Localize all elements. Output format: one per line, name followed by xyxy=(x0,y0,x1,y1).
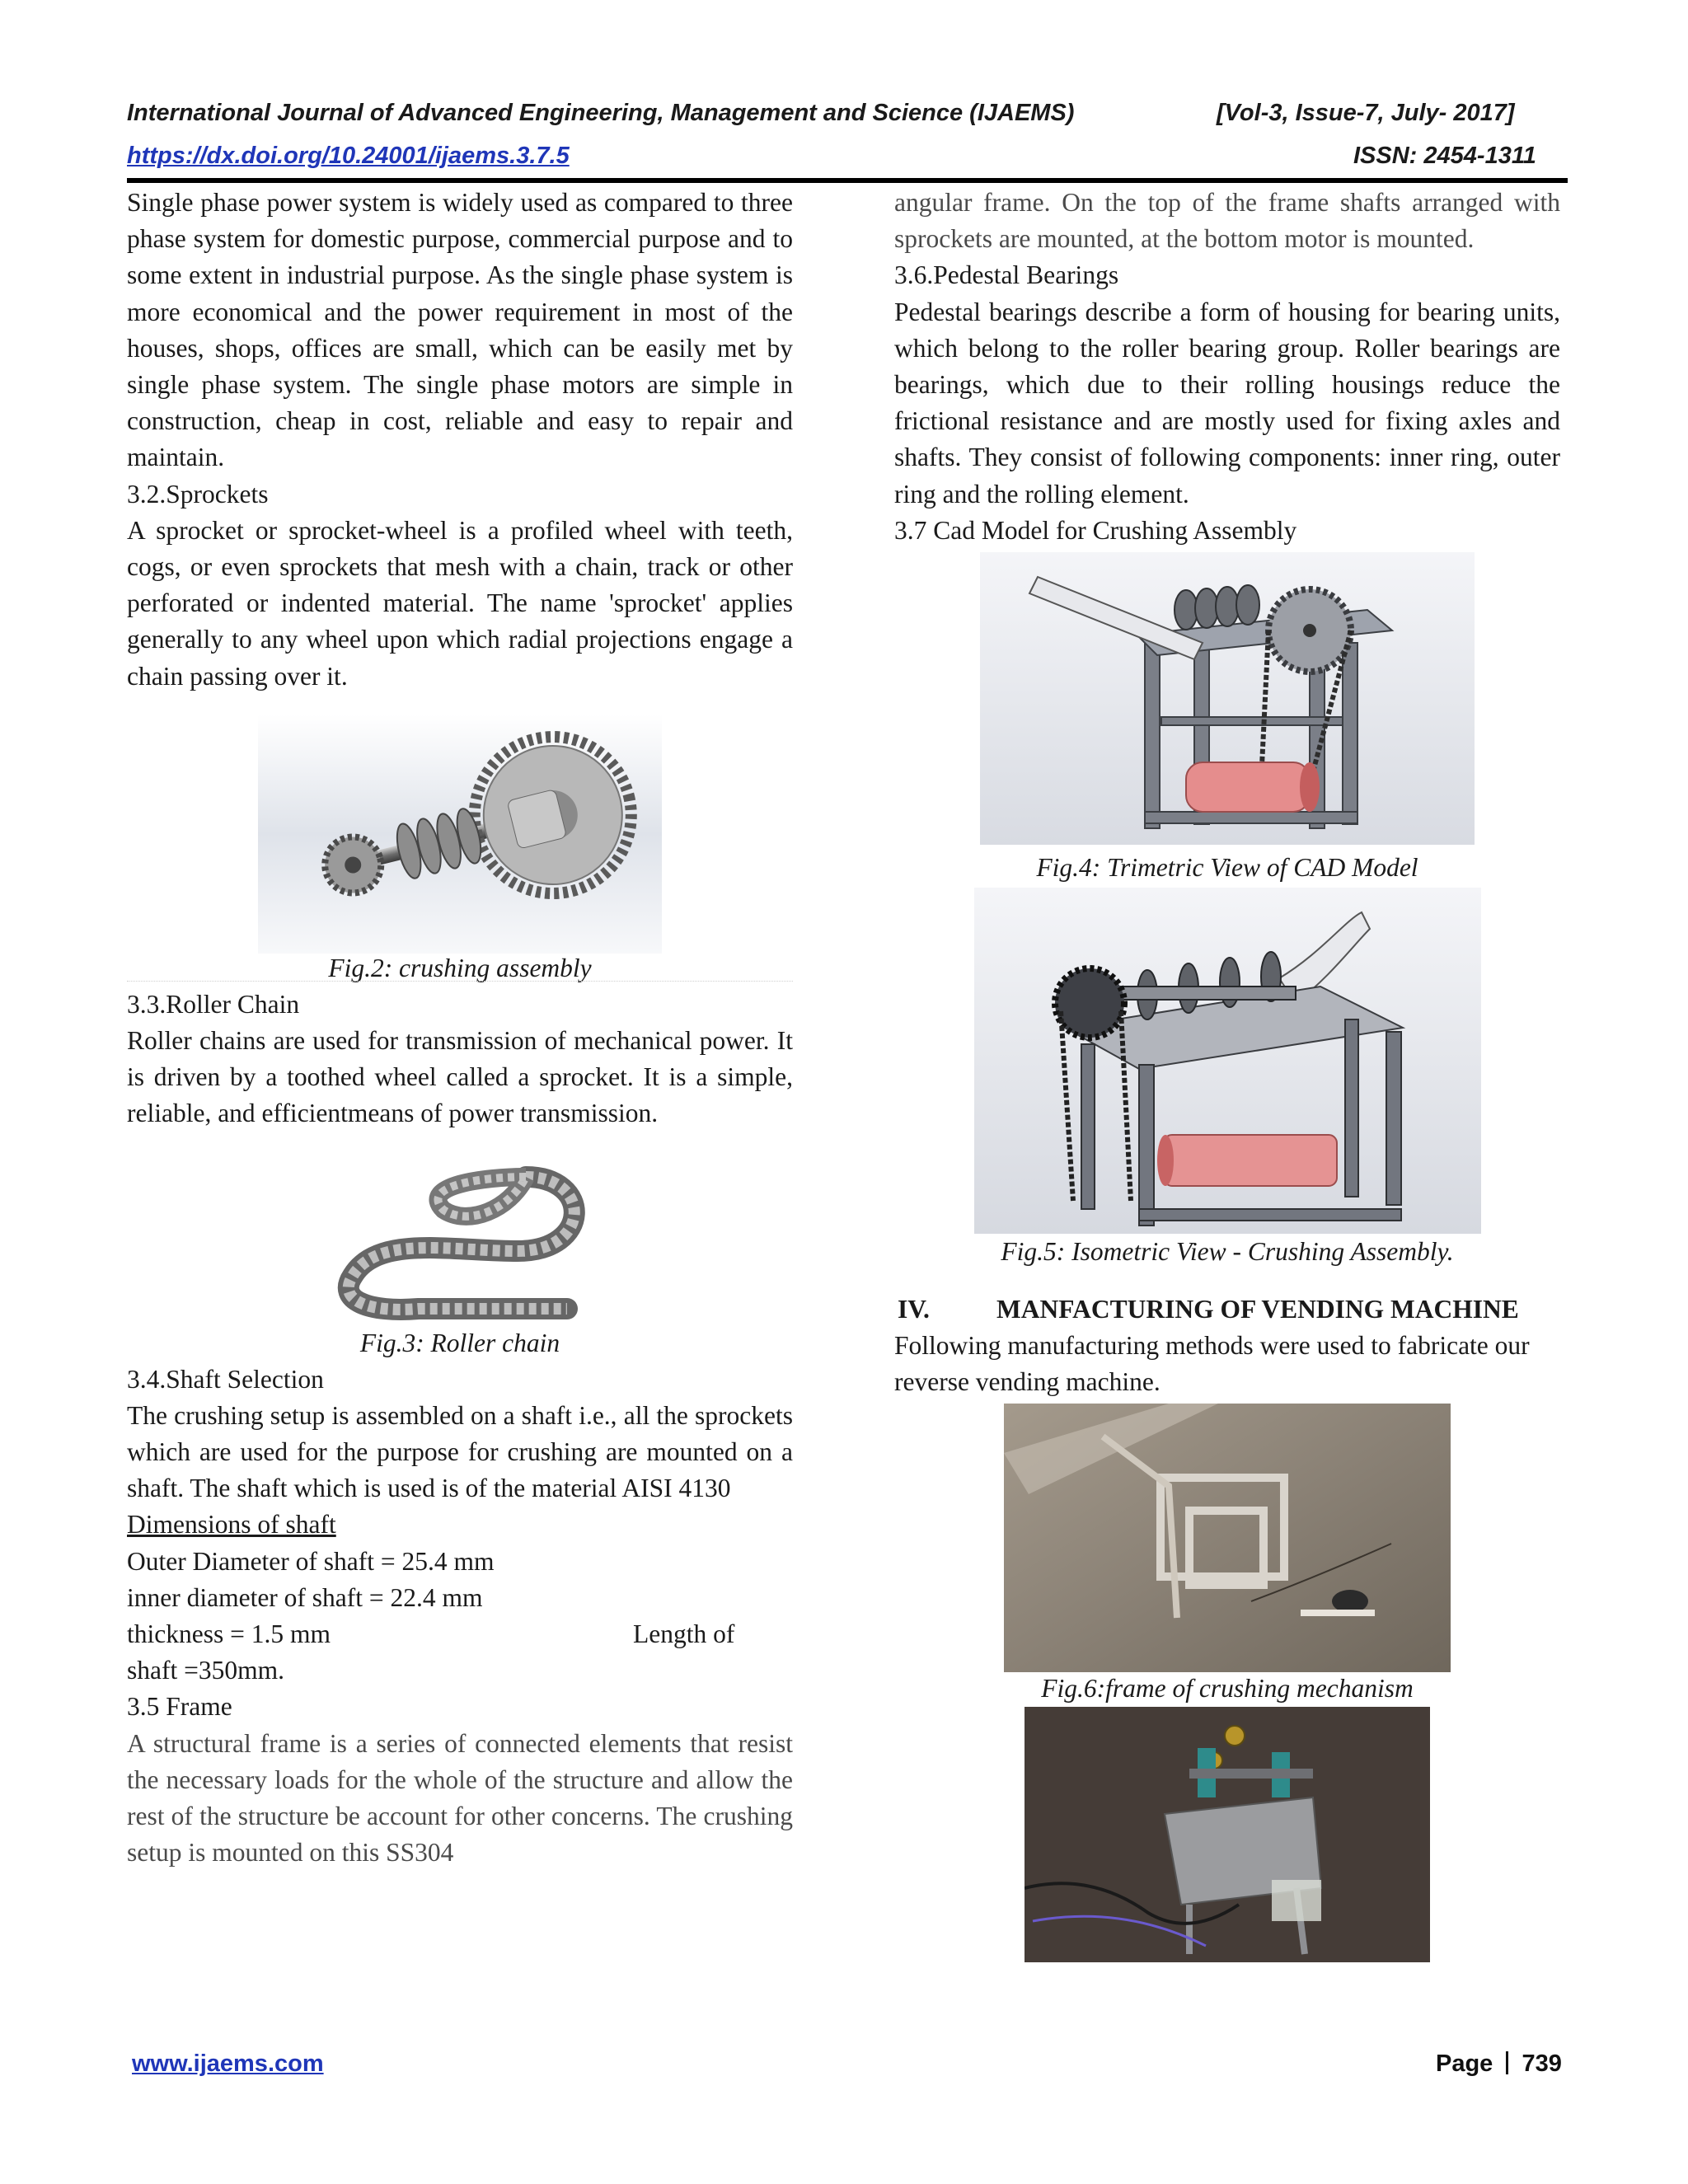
footer-website-link[interactable]: www.ijaems.com xyxy=(132,2050,324,2077)
right-column xyxy=(894,185,1560,1962)
figure-frame-photo xyxy=(1004,1404,1451,1672)
paragraph-bearings: Pedestal bearings describe a form of housing for bearing units, which belong to the roller bearing group. Roller bearings are bearings, which due to their rolling housings reduce the frictional resistance and are mostly used for fixing axles and shafts. They consist of following components: inner ring, outer ring and the rolling element. xyxy=(894,297,1560,509)
footer-page-number xyxy=(1436,2050,1562,2078)
issn: ISSN: 2454-1311 xyxy=(1353,143,1536,169)
caption-fig2: Fig.2: crushing assembly xyxy=(328,953,592,982)
paragraph-single-phase: Single phase power system is widely used as compared to three phase system for domestic purpose, commercial purpose and to some extent in industrial purpose. As the single phase system is more economical and the power requirement in most of the houses, shops, offices are small, which can be easily met by single phase system. The single phase motors are simple in construction, cheap in cost, reliable and easy to repair and maintain. xyxy=(127,188,793,472)
figure-trimetric-view xyxy=(980,552,1475,845)
journal-title: International Journal of Advanced Engineering, Management and Science (IJAEMS) xyxy=(127,100,1075,126)
dim-inner: inner diameter of shaft = 22.4 mm xyxy=(127,1582,483,1612)
section-heading-iv xyxy=(894,1291,1560,1328)
left-column xyxy=(127,185,793,1872)
page-label: Page xyxy=(1436,2050,1493,2077)
figure-crushing-assembly xyxy=(258,715,662,954)
heading-frame: 3.5 Frame xyxy=(127,1692,232,1722)
doi-link[interactable]: https://dx.doi.org/10.24001/ijaems.3.7.5 xyxy=(127,143,570,169)
dim-length-a: Length of xyxy=(633,1619,735,1649)
heading-sprockets: 3.2.Sprockets xyxy=(127,479,269,509)
page-num: 739 xyxy=(1522,2050,1562,2077)
volume-info: [Vol-3, Issue-7, July- 2017] xyxy=(1217,100,1515,126)
paragraph-frame-continued: angular frame. On the top of the frame shafts arranged with sprockets are mounted, at the bottom motor is mounted. xyxy=(894,188,1560,254)
dimensions-title: Dimensions of shaft xyxy=(127,1510,336,1540)
page-separator xyxy=(1506,2051,1508,2074)
heading-roller-chain: 3.3.Roller Chain xyxy=(127,989,300,1019)
dim-thickness: thickness = 1.5 mm xyxy=(127,1619,331,1649)
figure-roller-chain xyxy=(320,1144,600,1325)
heading-cad-model: 3.7 Cad Model for Crushing Assembly xyxy=(894,515,1297,545)
heading-shaft: 3.4.Shaft Selection xyxy=(127,1364,324,1394)
section-title: MANFACTURING OF VENDING MACHINE xyxy=(996,1295,1519,1324)
figure-mechanism-photo xyxy=(1025,1707,1430,1962)
paragraph-roller-chain: Roller chains are used for transmission of mechanical power. It is driven by a toothed wheel called a sprocket. It is a simple, reliable, and efficientmeans of power transmission. xyxy=(127,1026,793,1128)
dim-thickness-row xyxy=(127,1616,793,1652)
header-rule xyxy=(127,178,1568,183)
paragraph-shaft: The crushing setup is assembled on a shaft i.e., all the sprockets which are used for the purpose for crushing are mounted on a shaft. The shaft which is used is of the material AISI 4130 xyxy=(127,1400,793,1503)
dim-outer: Outer Diameter of shaft = 25.4 mm xyxy=(127,1546,495,1576)
fig2-divider xyxy=(127,981,793,982)
figure-isometric-view xyxy=(974,888,1481,1234)
paragraph-manufacturing: Following manufacturing methods were used to fabricate our reverse vending machine. xyxy=(894,1331,1530,1397)
caption-fig5: Fig.5: Isometric View - Crushing Assembly. xyxy=(1001,1237,1454,1267)
caption-fig6: Fig.6:frame of crushing mechanism xyxy=(1041,1674,1414,1704)
heading-bearings: 3.6.Pedestal Bearings xyxy=(894,260,1119,290)
caption-fig4: Fig.4: Trimetric View of CAD Model xyxy=(1036,853,1418,883)
paragraph-frame: A structural frame is a series of connected elements that resist the necessary loads for the whole of the structure and allow the rest of the structure be account for other concerns. The crushing setup is mounted on this SS304 xyxy=(127,1728,793,1868)
dim-length-b: shaft =350mm. xyxy=(127,1656,284,1685)
caption-fig3: Fig.3: Roller chain xyxy=(359,1328,560,1357)
section-number: IV. xyxy=(898,1295,930,1324)
paragraph-sprockets: A sprocket or sprocket-wheel is a profiled wheel with teeth, cogs, or even sprockets that mesh with a chain, track or other perforated or indented material. The name 'sprocket' applies generally to any wheel upon which radial projections engage a chain passing over it. xyxy=(127,515,793,691)
